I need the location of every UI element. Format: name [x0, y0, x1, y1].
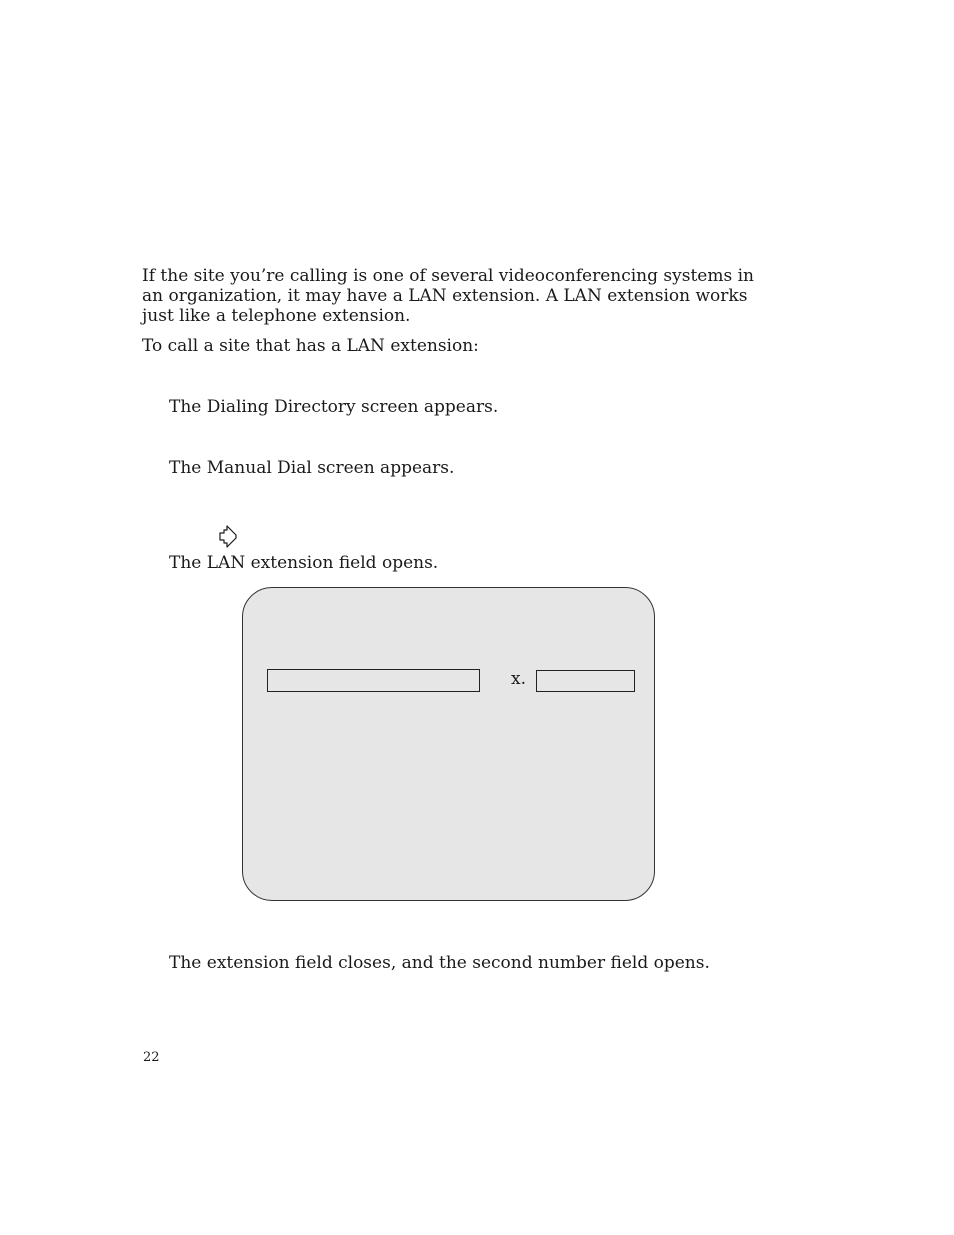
manual-dial-screen: [242, 587, 655, 901]
extension-prefix-label: x.: [511, 669, 526, 689]
step-result-lan-extension: The LAN extension field opens.: [169, 553, 439, 573]
number-field[interactable]: [267, 669, 480, 692]
procedure-lead: To call a site that has a LAN extension:: [142, 336, 479, 356]
step-result-dialing-directory: The Dialing Directory screen appears.: [169, 397, 499, 417]
step-result-second-number: The extension field closes, and the second number field opens.: [169, 953, 710, 973]
step-result-manual-dial: The Manual Dial screen appears.: [169, 458, 455, 478]
arrow-key-icon: [217, 524, 239, 550]
intro-paragraph: If the site you’re calling is one of several videoconferencing systems in an organization, it may have a LAN extension. A LAN extension works just like a telephone extension.: [142, 266, 754, 326]
lan-extension-field[interactable]: [536, 670, 635, 692]
page-number: 22: [143, 1050, 160, 1065]
